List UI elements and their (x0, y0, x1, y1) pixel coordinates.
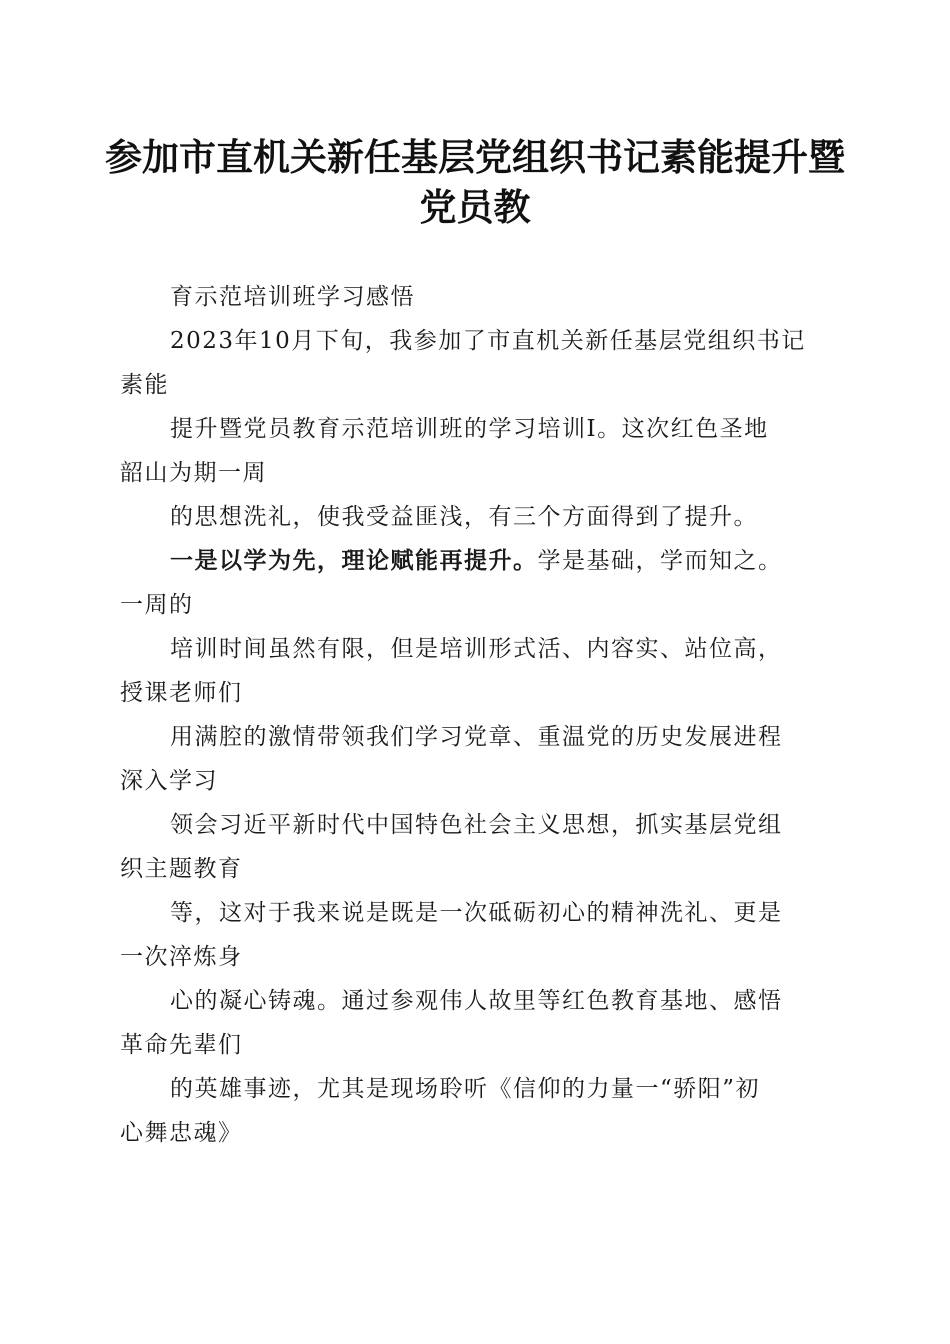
body-line: 的思想洗礼，使我受益匪浅，有三个方面得到了提升。 (170, 504, 758, 530)
body-line: 织主题教育 (120, 856, 243, 882)
body-line-with-heading (120, 539, 832, 583)
body-line: 授课老师们 (120, 680, 243, 706)
body-line: 革命先辈们 (120, 1032, 243, 1058)
body-line: 用满腔的激情带领我们学习党章、重温党的历史发展进程 (170, 724, 783, 750)
body-line: 一周的 (120, 592, 194, 618)
body-text: 学是基础，学而知之。 (537, 548, 783, 574)
body-line: 韶山为期一周 (120, 460, 267, 486)
body-line: 育示范培训班学习感悟 (170, 284, 415, 310)
body-line: 心舞忠魂》 (120, 1120, 243, 1146)
body-line: 2023年10月下旬，我参加了市直机关新任基层党组织书记 (170, 328, 806, 354)
document-title-line-1: 参加市直机关新任基层党组织书记素能提升暨 (105, 136, 845, 179)
body-line: 深入学习 (120, 768, 218, 794)
body-line: 提升暨党员教育示范培训班的学习培训Ⅰ。这次红色圣地 (170, 416, 769, 442)
document-body (120, 275, 832, 1155)
section-heading: 一是以学为先，理论赋能再提升。 (170, 547, 538, 574)
body-line: 领会习近平新时代中国特色社会主义思想，抓实基层党组 (170, 812, 783, 838)
body-line: 等，这对于我来说是既是一次砥砺初心的精神洗礼、更是 (170, 900, 783, 926)
body-line: 心的凝心铸魂。通过参观伟人故里等红色教育基地、感悟 (170, 988, 783, 1014)
body-line: 的英雄事迹，尤其是现场聆听《信仰的力量一“骄阳”初 (170, 1076, 761, 1102)
body-line: 培训时间虽然有限，但是培训形式活、内容实、站位高， (170, 636, 783, 662)
document-title-line-2: 党员教 (419, 186, 531, 229)
body-line: 素能 (120, 372, 169, 398)
body-line: 一次淬炼身 (120, 944, 243, 970)
